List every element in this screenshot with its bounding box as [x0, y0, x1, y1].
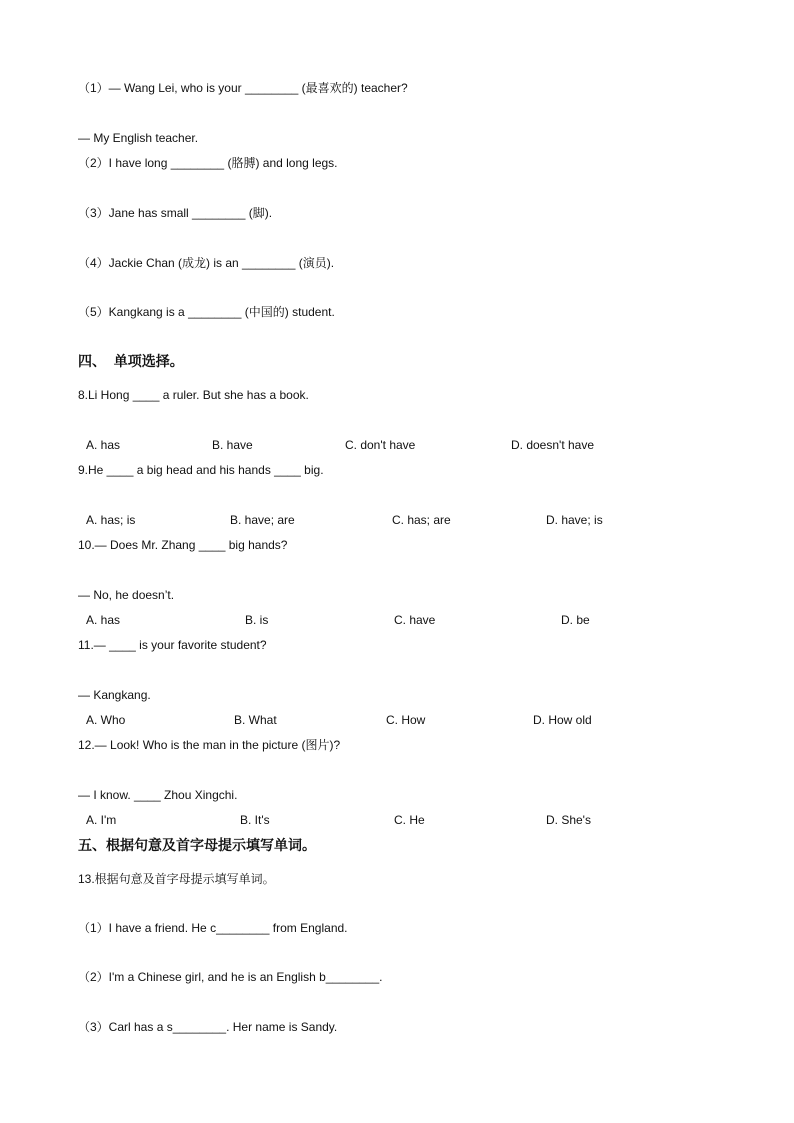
- mc-question-9-option-c: C. has; are: [392, 513, 451, 527]
- mc-question-9-option-a: A. has; is: [86, 513, 136, 527]
- mc-question-11-option-d: D. How old: [533, 713, 592, 727]
- initial-letter-intro: 13.根据句意及首字母提示填写单词。: [78, 872, 275, 886]
- mc-question-12-option-a: A. I'm: [86, 813, 117, 827]
- mc-question-9-stem: 9.He ____ a big head and his hands ____ big.: [78, 463, 324, 477]
- mc-question-8-stem: 8.Li Hong ____ a ruler. But she has a book.: [78, 388, 309, 402]
- mc-question-11-option-b: B. What: [234, 713, 277, 727]
- fill-question-4: （4）Jackie Chan (成龙) is an ________ (演员).: [78, 256, 335, 270]
- fill-question-1: （1）— Wang Lei, who is your ________ (最喜欢的) teacher?: [78, 81, 408, 95]
- section-heading-initial-letter: 五、根据句意及首字母提示填写单词。: [78, 837, 316, 853]
- mc-question-10-option-b: B. is: [245, 613, 269, 627]
- mc-question-8-option-b: B. have: [212, 438, 253, 452]
- mc-question-8-option-c: C. don't have: [345, 438, 416, 452]
- fill-question-1-reply: — My English teacher.: [78, 131, 199, 145]
- fill-question-5: （5）Kangkang is a ________ (中国的) student.: [78, 305, 335, 319]
- initial-letter-question-2: （2）I'm a Chinese girl, and he is an English b________.: [78, 970, 383, 984]
- mc-question-10-stem: 10.— Does Mr. Zhang ____ big hands?: [78, 538, 288, 552]
- section-heading-multiple-choice: 四、 单项选择。: [78, 353, 184, 369]
- mc-question-8-option-d: D. doesn't have: [511, 438, 595, 452]
- fill-question-2: （2）I have long ________ (胳膊) and long legs.: [78, 156, 338, 170]
- mc-question-12-option-d: D. She's: [546, 813, 591, 827]
- mc-question-11-reply: — Kangkang.: [78, 688, 151, 702]
- mc-question-11-option-a: A. Who: [86, 713, 126, 727]
- mc-question-12-stem: 12.— Look! Who is the man in the picture (图片)?: [78, 738, 341, 752]
- mc-question-10-option-a: A. has: [86, 613, 121, 627]
- mc-question-10-option-d: D. be: [561, 613, 590, 627]
- mc-question-9-option-b: B. have; are: [230, 513, 295, 527]
- mc-question-11-option-c: C. How: [386, 713, 426, 727]
- fill-question-3: （3）Jane has small ________ (脚).: [78, 206, 273, 220]
- mc-question-10-option-c: C. have: [394, 613, 436, 627]
- mc-question-9-option-d: D. have; is: [546, 513, 603, 527]
- initial-letter-question-1: （1）I have a friend. He c________ from England.: [78, 921, 348, 935]
- initial-letter-question-3: （3）Carl has a s________. Her name is Sandy.: [78, 1020, 338, 1034]
- mc-question-11-stem: 11.— ____ is your favorite student?: [78, 638, 267, 652]
- mc-question-10-reply: — No, he doesn’t.: [78, 588, 175, 602]
- mc-question-8-option-a: A. has: [86, 438, 121, 452]
- mc-question-12-option-c: C. He: [394, 813, 425, 827]
- mc-question-12-reply: — I know. ____ Zhou Xingchi.: [78, 788, 238, 802]
- mc-question-12-option-b: B. It's: [240, 813, 270, 827]
